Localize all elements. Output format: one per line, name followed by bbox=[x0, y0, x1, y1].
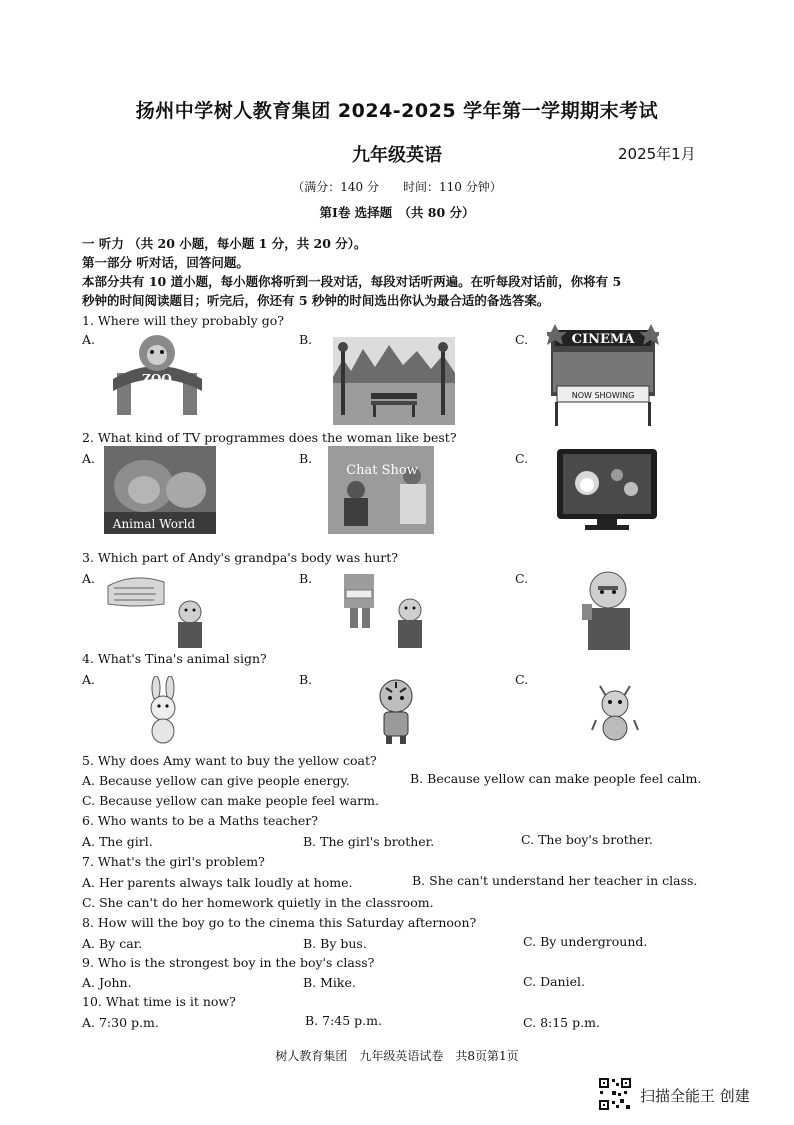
question-7-stem: 7. What's the girl's problem? bbox=[82, 854, 265, 869]
question-9-option-a[interactable]: A. John. bbox=[82, 975, 132, 990]
question-8-option-a[interactable]: A. By car. bbox=[82, 936, 143, 951]
animal-world-caption: Animal World bbox=[112, 517, 196, 531]
question-6-stem: 6. Who wants to be a Maths teacher? bbox=[82, 813, 318, 828]
question-6-option-b[interactable]: B. The girl's brother. bbox=[303, 834, 435, 849]
part-title: 第Ⅰ卷 选择题 （共 80 分） bbox=[319, 205, 475, 220]
instruction-line-1: 本部分共有 10 道小题，每小题你将听到一段对话，每段对话听两遍。在听每段对话前，你将有 5 bbox=[82, 274, 622, 289]
question-2-option-a-label[interactable]: A. bbox=[82, 451, 96, 466]
question-4-option-b-label[interactable]: B. bbox=[299, 672, 313, 687]
park-bench-image bbox=[333, 337, 455, 425]
chat-show-caption: Chat Show bbox=[346, 463, 418, 478]
question-10-option-c[interactable]: C. 8:15 p.m. bbox=[523, 1015, 600, 1030]
question-5-option-b[interactable]: B. Because yellow can make people feel calm. bbox=[410, 771, 702, 786]
page-footer: 树人教育集团 九年级英语试卷 共8页第1页 bbox=[275, 1049, 519, 1063]
injured-hand-image bbox=[104, 568, 214, 650]
question-9-stem: 9. Who is the strongest boy in the boy's class? bbox=[82, 955, 375, 970]
exam-subject: 九年级英语 bbox=[352, 145, 442, 166]
question-6-option-a[interactable]: A. The girl. bbox=[82, 834, 153, 849]
question-5-option-a[interactable]: A. Because yellow can give people energy. bbox=[82, 773, 350, 788]
question-1-stem: 1. Where will they probably go? bbox=[82, 313, 284, 328]
question-1-option-a-label[interactable]: A. bbox=[82, 332, 96, 347]
instruction-line-2: 秒钟的时间阅读题目；听完后，你还有 5 秒钟的时间选出你认为最合适的备选答案。 bbox=[82, 293, 550, 308]
question-2-stem: 2. What kind of TV programmes does the woman like best? bbox=[82, 430, 457, 445]
question-2-option-c-label[interactable]: C. bbox=[515, 451, 529, 466]
question-1-option-b-label[interactable]: B. bbox=[299, 332, 313, 347]
question-7-option-c[interactable]: C. She can't do her homework quietly in the classroom. bbox=[82, 895, 434, 910]
exam-title: 扬州中学树人教育集团 2024-2025 学年第一学期期末考试 bbox=[135, 100, 659, 122]
tiger-icon bbox=[376, 676, 416, 746]
question-10-option-a[interactable]: A. 7:30 p.m. bbox=[82, 1015, 159, 1030]
part1-heading: 第一部分 听对话，回答问题。 bbox=[82, 255, 249, 270]
question-4-option-c-label[interactable]: C. bbox=[515, 672, 529, 687]
now-showing-caption: NOW SHOWING bbox=[571, 391, 635, 400]
rabbit-icon bbox=[140, 676, 186, 748]
grandpa-head-image bbox=[578, 568, 640, 652]
question-3-stem: 3. Which part of Andy's grandpa's body was hurt? bbox=[82, 550, 399, 565]
question-8-option-b[interactable]: B. By bus. bbox=[303, 936, 367, 951]
question-5-stem: 5. Why does Amy want to buy the yellow coat? bbox=[82, 753, 377, 768]
score-time-line: （满分：140 分 时间：110 分钟） bbox=[292, 180, 502, 194]
question-7-option-b[interactable]: B. She can't understand her teacher in class. bbox=[412, 873, 698, 888]
question-1-option-c-label[interactable]: C. bbox=[515, 332, 529, 347]
exam-date: 2025年1月 bbox=[618, 145, 696, 163]
question-6-option-c[interactable]: C. The boy's brother. bbox=[521, 832, 653, 847]
dragon-icon bbox=[590, 680, 640, 744]
question-10-stem: 10. What time is it now? bbox=[82, 994, 236, 1009]
question-3-option-a-label[interactable]: A. bbox=[82, 571, 96, 586]
animal-world-image bbox=[104, 446, 216, 534]
zoo-caption: ZOO bbox=[142, 372, 172, 386]
question-8-option-c[interactable]: C. By underground. bbox=[523, 934, 648, 949]
question-7-option-a[interactable]: A. Her parents always talk loudly at home. bbox=[82, 875, 353, 890]
question-2-option-b-label[interactable]: B. bbox=[299, 451, 313, 466]
question-3-option-c-label[interactable]: C. bbox=[515, 571, 529, 586]
question-4-stem: 4. What's Tina's animal sign? bbox=[82, 651, 267, 666]
cartoon-tv-image bbox=[557, 449, 657, 533]
cinema-caption: CINEMA bbox=[571, 332, 635, 347]
section-heading: 一 听力 （共 20 小题，每小题 1 分，共 20 分）。 bbox=[82, 236, 367, 251]
question-9-option-b[interactable]: B. Mike. bbox=[303, 975, 356, 990]
question-3-option-b-label[interactable]: B. bbox=[299, 571, 313, 586]
injured-arm-image bbox=[336, 568, 436, 650]
question-10-option-b[interactable]: B. 7:45 p.m. bbox=[305, 1013, 382, 1028]
scanner-watermark: 扫描全能王 创建 bbox=[640, 1087, 750, 1105]
question-9-option-c[interactable]: C. Daniel. bbox=[523, 974, 585, 989]
zoo-gate-image bbox=[105, 333, 210, 415]
chat-show-image bbox=[328, 446, 434, 534]
question-4-option-a-label[interactable]: A. bbox=[82, 672, 96, 687]
question-8-stem: 8. How will the boy go to the cinema this Saturday afternoon? bbox=[82, 915, 477, 930]
question-5-option-c[interactable]: C. Because yellow can make people feel warm. bbox=[82, 793, 379, 808]
cinema-image bbox=[547, 322, 659, 430]
qr-code-icon bbox=[598, 1077, 632, 1111]
